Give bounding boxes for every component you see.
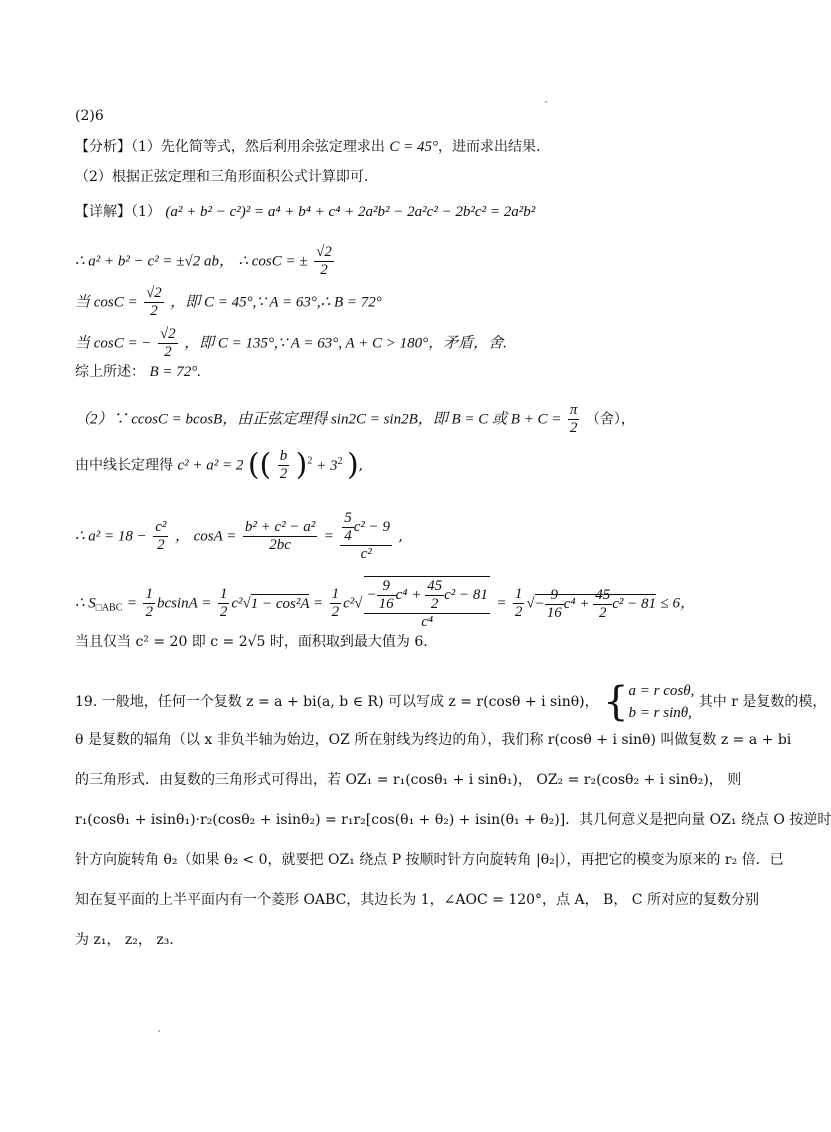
detail-final: 当且仅当 c² = 20 即 c = 2√5 时，面积取到最大值为 6.: [75, 634, 428, 650]
part2-answer: (2)6: [75, 108, 104, 124]
detail-case1: 当 cosC = $\frac{√2}{2}$ ，即 C = 45°,∵ A = 63°,∴ B = 72°: [75, 285, 382, 319]
detail-eq2: ∴ a² + b² − c² = ±√2 ab， ∴ cosC = ± $\frac{√2}{2}$: [75, 244, 332, 278]
detail-area: ∴ $S_{□ABC}$ = $\frac{1}{2}$ bcsinA = $\frac{1}{2}$ c²√1 − cos²A = $\frac{1}{2}$ c²√ − $\frac{9}{16}$ c⁴ + $\frac{45}{2}$ c² − 81 c⁴ = $\frac{1}{2}$ √− $\frac{9}{16}$ c⁴ + $\frac{45}{2}$ c² − 81 ≤ 6，: [75, 578, 695, 630]
detail-median: 由中线长定理得 c² + a² = 2 (( $\frac{b}{2}$ )$^2 + 3^2$ ),: [75, 447, 364, 483]
q19-line5: 针方向旋转角 θ₂（如果 θ₂ < 0，就要把 OZ₁ 绕点 P 按顺时针方向旋转角 |θ₂|），再把它的模变为原来的 r₂ 倍．已: [75, 852, 784, 868]
q19-line7: 为 z₁， z₂， z₃．: [75, 932, 184, 948]
detail-case2: 当 cosC = − $\frac{√2}{2}$ ，即 C = 135°,∵ A = 63°, A + C > 180°，矛盾，舍.: [75, 326, 507, 360]
detail-eq1: 【详解】（1） (a² + b² − c²)² = a⁴ + b⁴ + c⁴ + 2a²b² − 2a²c² − 2b²c² = 2a²b²: [75, 204, 536, 220]
analysis-line2: （2）根据正弦定理和三角形面积公式计算即可.: [75, 169, 369, 185]
detail-conclusion: 综上所述： B = 72°.: [75, 364, 201, 380]
analysis-line1: 【分析】（1）先化简等式，然后利用余弦定理求出 C = 45°，进而求出结果.: [75, 139, 541, 155]
q19-line4: r₁(cosθ₁ + isinθ₁)·r₂(cosθ₂ + isinθ₂) = r₁r₂[cos(θ₁ + θ₂) + isin(θ₁ + θ₂)]．其几何意义是把向量 OZ₁ 绕点 O 按逆时: [75, 812, 831, 828]
q19-line6: 知在复平面的上半平面内有一个菱形 OABC，其边长为 1，∠AOC = 120°，点 A， B， C 所对应的复数分别: [75, 892, 759, 908]
q19-line1: 19. 一般地，任何一个复数 z = a + bi(a, b ∈ R) 可以写成 z = r(cosθ + i sinθ)， {a = r cosθ, b = r sinθ, 其中 r 是复数的模，: [75, 679, 827, 725]
scan-dot: [545, 101, 547, 103]
scan-dot: [158, 1030, 160, 1032]
q19-line2: θ 是复数的辐角（以 x 非负半轴为始边，OZ 所在射线为终边的角），我们称 r(cosθ + i sinθ) 叫做复数 z = a + bi: [75, 732, 792, 748]
detail-part2: （2）∵ ccosC = bcosB，由正弦定理得 sin2C = sin2B，即 B = C 或 B + C = $\frac{\pi}{2}$ （舍），: [75, 402, 635, 436]
question-number: 19.: [75, 694, 98, 710]
analysis-tag: 【分析】: [75, 139, 131, 155]
q19-line3: 的三角形式．由复数的三角形式可得出，若 OZ₁ = r₁(cosθ₁ + i sinθ₁)， OZ₂ = r₂(cosθ₂ + i sinθ₂)， 则: [75, 772, 742, 788]
detail-tag: 【详解】: [75, 204, 131, 220]
detail-a2: ∴ a² = 18 − $\frac{\text{c²}}{2}$ ， cosA = $\frac{\text{b² + c² − a²}}{2bc}$ = $\frac{5}{4}$ c² − 9 c² ,: [75, 510, 403, 562]
